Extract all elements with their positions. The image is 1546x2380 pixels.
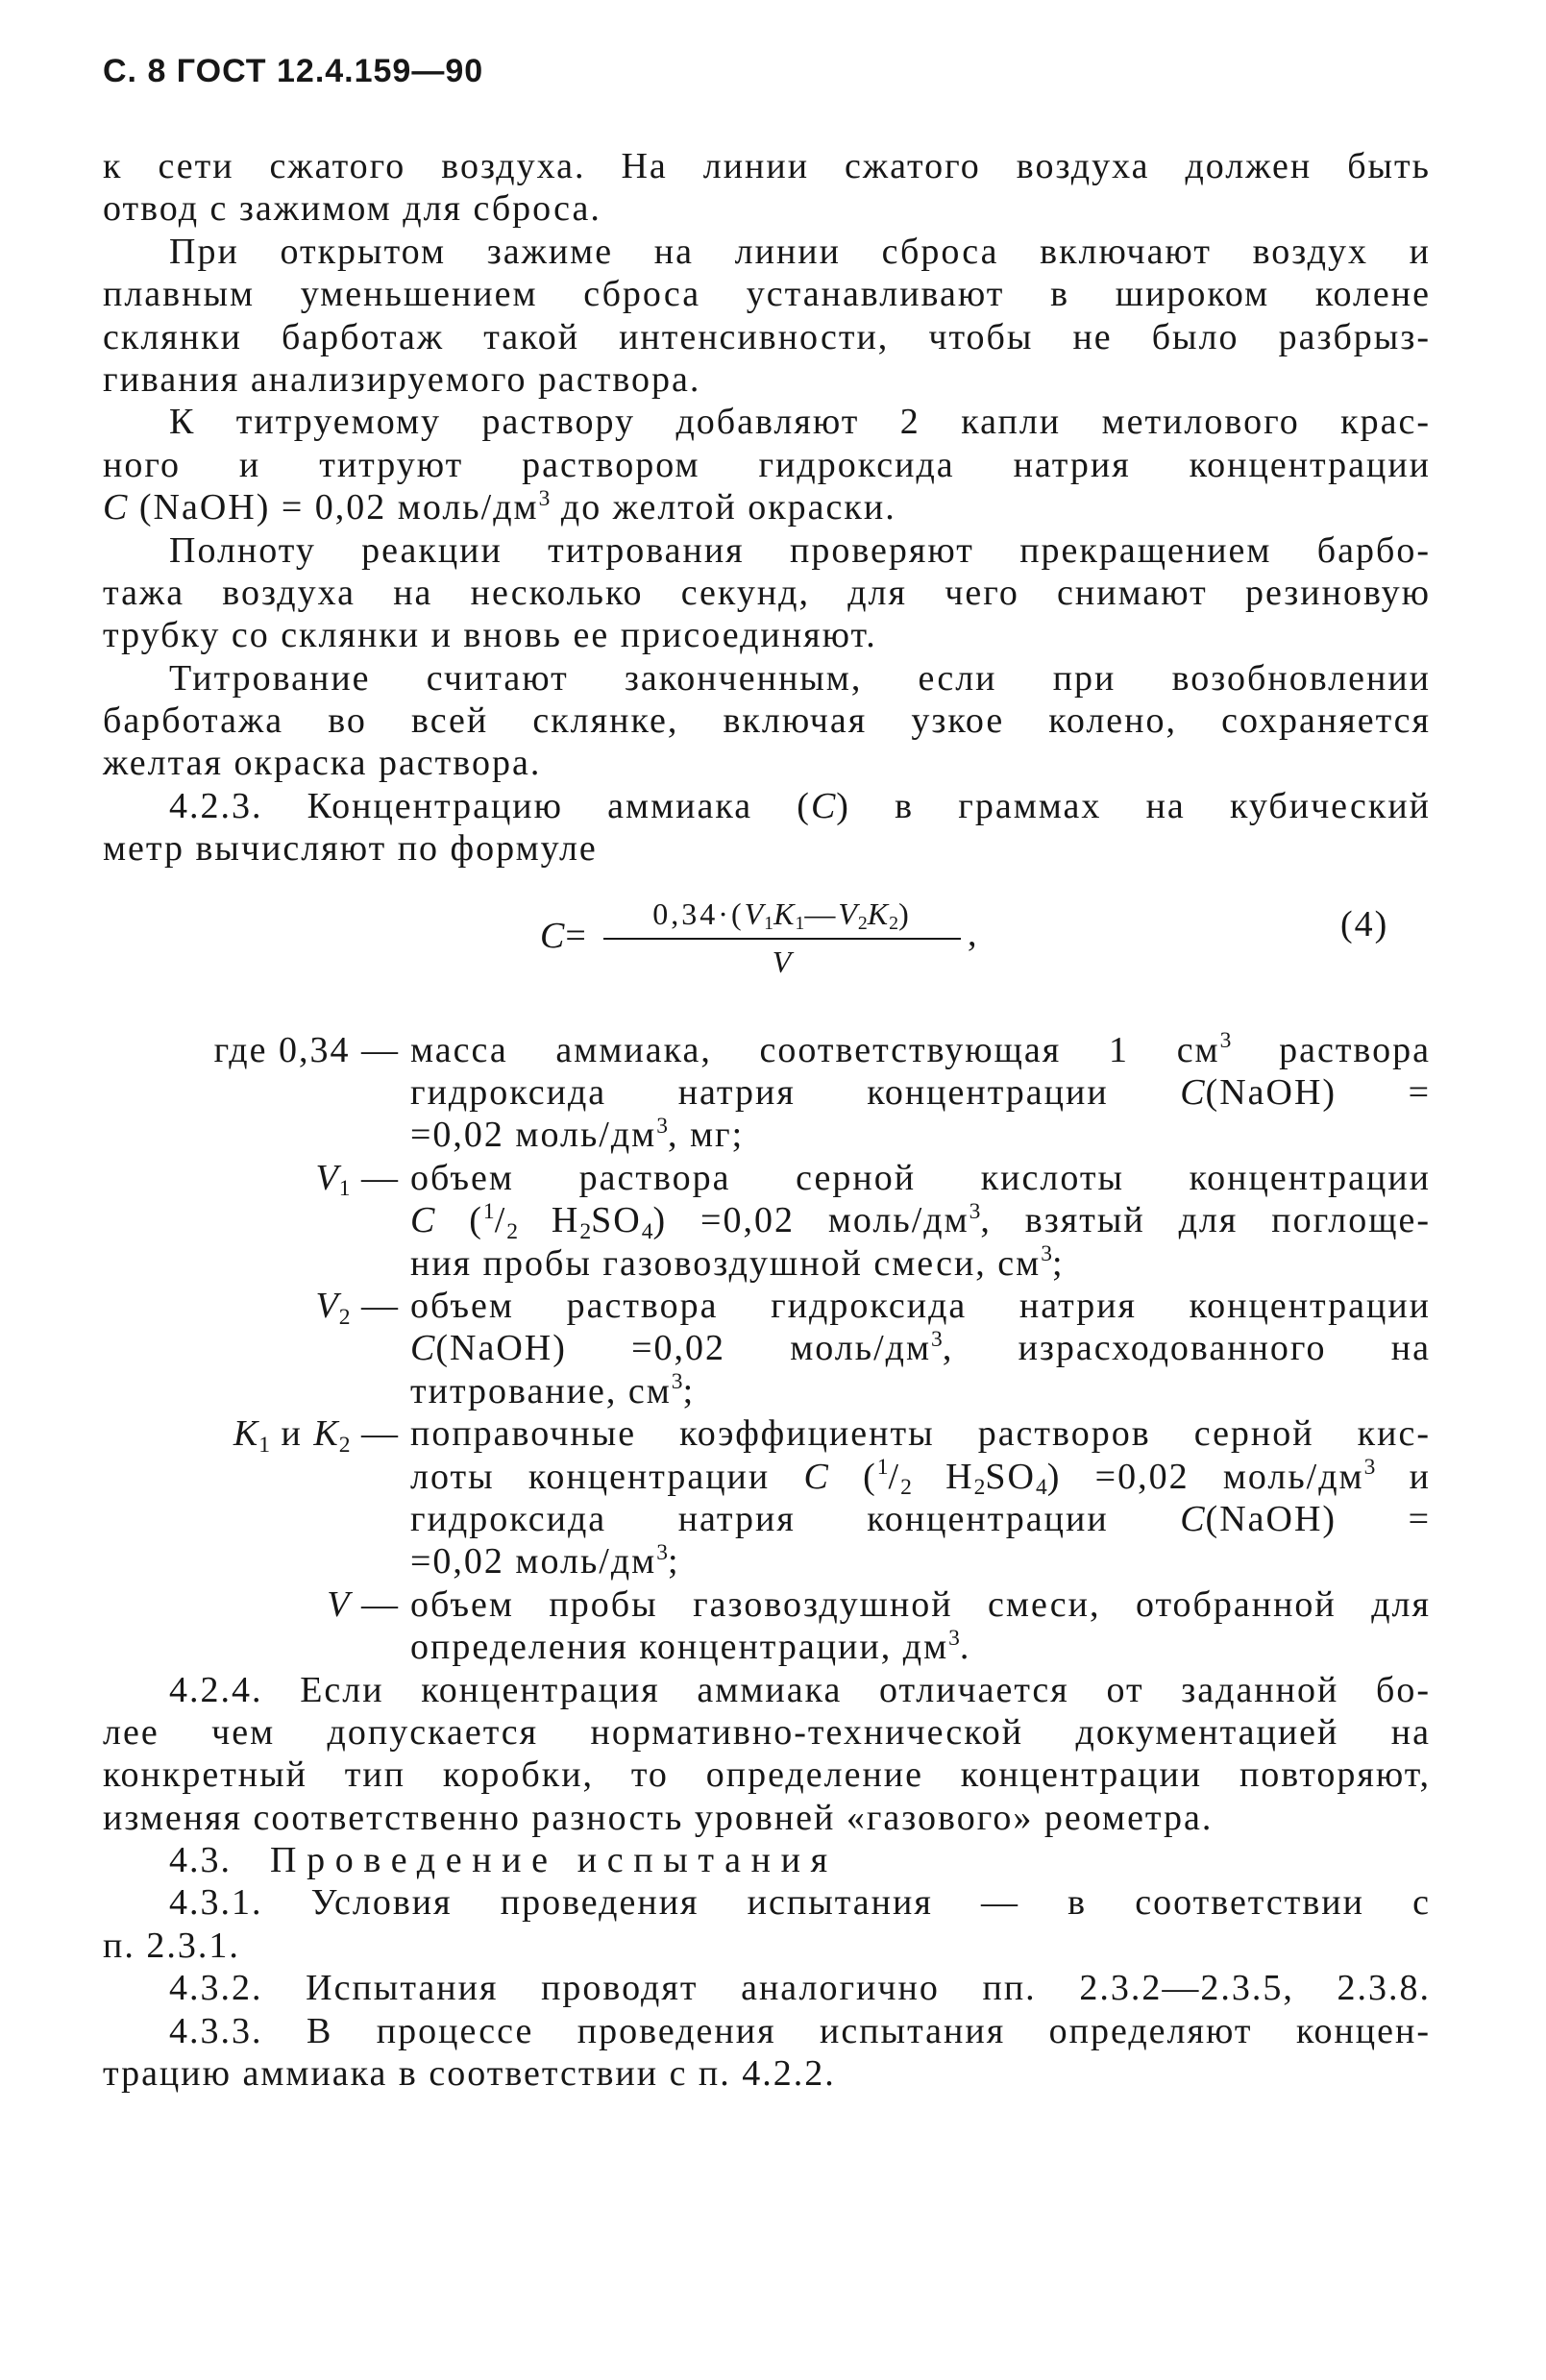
definition-term	[103, 1285, 400, 1330]
text-run: тажа воздуха на несколько секунд, для чего снимают резиновую	[103, 572, 1431, 613]
text-run: гивания анализируемого раствора.	[103, 358, 701, 400]
subscript: 1	[258, 1432, 271, 1458]
text-run: (	[435, 1200, 483, 1241]
text-run: трацию аммиака в соответствии с п. 4.2.2.	[103, 2053, 836, 2095]
formula-comma: ,	[968, 913, 979, 954]
text-run: лоты концентрации	[410, 1456, 804, 1497]
superscript: 3	[671, 1369, 683, 1395]
text-line	[103, 1669, 1431, 1711]
text-run: объем раствора серной кислоты концентрации	[410, 1157, 1431, 1198]
text-line	[410, 1498, 1431, 1540]
text-line	[410, 1285, 1431, 1327]
text-run: конкретный тип коробки, то определение концентрации повторяют,	[103, 1754, 1431, 1796]
text-line	[410, 1157, 1431, 1199]
math-variable: C	[1180, 1498, 1206, 1539]
text-run: гидроксида натрия концентрации	[410, 1498, 1181, 1539]
text-line	[103, 2010, 1431, 2052]
math-variable: V	[772, 944, 793, 979]
text-run: ;	[682, 1370, 696, 1411]
superscript: 3	[538, 485, 551, 511]
text-run: п. 2.3.1.	[103, 1925, 240, 1966]
text-run: изменяя соответственно разность уровней «газового» реометра.	[103, 1797, 1214, 1838]
paragraph	[103, 401, 1431, 528]
superscript: 3	[969, 1198, 981, 1224]
math-variable: V	[315, 1157, 339, 1198]
text-run: и	[270, 1413, 314, 1455]
definition-term	[103, 1583, 400, 1626]
definition-text	[410, 1029, 1431, 1157]
text-run: ) =0,02 моль/дм	[652, 1200, 969, 1241]
text-run: ) =0,02 моль/дм	[1046, 1456, 1364, 1497]
text-run: до желтой окраски.	[550, 487, 896, 528]
superscript: 3	[656, 1113, 668, 1139]
text-run: титрование, см	[410, 1370, 672, 1411]
text-line	[103, 486, 1431, 528]
text-line	[103, 1967, 1431, 2009]
paragraph	[103, 529, 1431, 657]
text-run: , израсходованного на	[942, 1328, 1431, 1369]
paragraph	[103, 145, 1431, 231]
text-run: трубку со склянки и вновь ее присоединяют.	[103, 615, 877, 656]
text-run: барботажа во всей склянке, включая узкое колено, сохраняется	[103, 700, 1431, 742]
definition-item	[103, 1412, 1431, 1583]
text-line	[103, 2052, 1431, 2095]
text-line	[103, 401, 1431, 443]
superscript: 3	[1363, 1454, 1376, 1480]
math-variable: V	[838, 896, 858, 931]
text-run: (NaOH) = 0,02 моль/дм	[128, 487, 539, 528]
text-run: гидроксида натрия концентрации	[410, 1072, 1181, 1114]
text-line	[410, 1114, 1431, 1156]
subscript: 2	[579, 1218, 592, 1244]
text-run: (NaOH) =	[1205, 1498, 1431, 1539]
text-run: SO	[985, 1456, 1036, 1497]
text-run: /	[888, 1456, 901, 1497]
math-variable: C	[540, 915, 566, 956]
superscript: 1	[482, 1198, 495, 1224]
text-run: желтая окраска раствора.	[103, 743, 542, 784]
subscript: 2	[338, 1432, 351, 1458]
superscript: 3	[948, 1625, 960, 1651]
text-line	[103, 145, 1431, 187]
text-run: 4.3.3. В процессе проведения испытания определяют концен-	[169, 2010, 1431, 2051]
text-run: ния пробы газовоздушной смеси, см	[410, 1242, 1042, 1284]
text-run: ;	[1052, 1242, 1065, 1284]
subscript: 4	[641, 1218, 653, 1244]
definition-item	[103, 1583, 1431, 1669]
text-run: H	[518, 1200, 580, 1241]
formula-4	[103, 871, 1431, 1029]
text-line	[103, 1754, 1431, 1796]
definition-term	[103, 1029, 400, 1071]
paragraph-4-2-4	[103, 1669, 1431, 1840]
definition-item	[103, 1285, 1431, 1412]
subscript: 2	[338, 1304, 351, 1330]
text-run: 4.3.1. Условия проведения испытания — в соответствии с	[169, 1882, 1431, 1924]
text-run: ) в граммах на кубический	[836, 785, 1431, 826]
text-line	[410, 1454, 1431, 1501]
text-line	[410, 1626, 1431, 1668]
text-run: к сети сжатого воздуха. На линии сжатого воздуха должен быть	[103, 146, 1431, 186]
paragraph	[103, 231, 1431, 402]
text-run: —	[804, 896, 839, 931]
text-line	[103, 614, 1431, 656]
math-variable: K	[867, 896, 890, 931]
formula-denominator	[603, 943, 961, 981]
paragraph-4-2-3	[103, 785, 1431, 871]
paragraph-4-3-2	[103, 1967, 1431, 2009]
text-run: лее чем допускается нормативно-технической документацией на	[103, 1711, 1431, 1753]
text-run: где 0,34 —	[213, 1029, 400, 1070]
text-run: .	[959, 1627, 971, 1668]
math-variable: V	[327, 1583, 351, 1625]
text-line	[103, 358, 1431, 401]
text-line	[103, 699, 1431, 742]
math-variable: C	[1180, 1072, 1206, 1114]
math-variable: V	[315, 1285, 339, 1326]
definition-item	[103, 1029, 1431, 1157]
text-line	[103, 785, 1431, 827]
text-run: =0,02 моль/дм	[410, 1541, 657, 1583]
text-line	[410, 1029, 1431, 1071]
superscript: 3	[1041, 1241, 1052, 1266]
text-run: плавным уменьшением сброса устанавливают в широком колене	[103, 274, 1431, 315]
text-run: метр вычисляют по формуле	[103, 828, 598, 870]
text-run: SO	[591, 1200, 642, 1241]
formula-numerator	[603, 895, 961, 933]
definition-text	[410, 1157, 1431, 1285]
math-variable: C	[810, 785, 837, 826]
text-line	[103, 273, 1431, 315]
text-run: масса аммиака, соответствующая 1 см	[410, 1029, 1220, 1070]
subscript: 1	[795, 913, 805, 935]
text-run: 4.2.4. Если концентрация аммиака отличается от заданной бо-	[169, 1669, 1431, 1710]
text-run: =	[565, 915, 592, 956]
superscript: 3	[656, 1539, 668, 1565]
subscript: 4	[1035, 1475, 1047, 1501]
section-title: Проведение испытания	[270, 1840, 838, 1881]
text-run: и	[1375, 1456, 1431, 1497]
text-run: При открытом зажиме на линии сброса включают воздух и	[169, 231, 1431, 272]
definition-text	[410, 1583, 1431, 1669]
text-line	[410, 1198, 1431, 1244]
text-run: (NaOH) =	[1205, 1072, 1431, 1114]
text-line	[103, 1925, 1431, 1967]
text-run: объем пробы газовоздушной смеси, отобранной для	[410, 1583, 1431, 1625]
text-run: (	[828, 1456, 877, 1497]
page-body	[103, 145, 1431, 2095]
math-variable: K	[313, 1413, 339, 1455]
formula-number: (4)	[1340, 903, 1389, 945]
text-line	[103, 529, 1431, 572]
text-run: , мг;	[668, 1115, 745, 1156]
text-line	[410, 1370, 1431, 1412]
text-line	[410, 1540, 1431, 1583]
text-line	[103, 657, 1431, 699]
text-run: ного и титруют раствором гидроксида натрия концентрации	[103, 444, 1431, 485]
text-run: поправочные коэффициенты растворов серной кис-	[410, 1413, 1431, 1455]
subscript: 2	[506, 1218, 519, 1244]
text-run: Полноту реакции титрования проверяют прекращением барбо-	[169, 529, 1431, 571]
math-variable: V	[744, 896, 765, 931]
text-run: —	[350, 1157, 400, 1198]
text-run: К титруемому раствору добавляют 2 капли метилового крас-	[169, 402, 1431, 443]
text-line	[410, 1327, 1431, 1369]
definition-term	[103, 1157, 400, 1202]
text-run: объем раствора гидроксида натрия концентрации	[410, 1285, 1431, 1326]
text-line	[410, 1412, 1431, 1455]
subscript: 1	[338, 1176, 351, 1202]
definition-text	[410, 1412, 1431, 1583]
text-run: 4.3.2. Испытания проводят аналогично пп. 2.3.2—2.3.5, 2.3.8.	[169, 1968, 1431, 2009]
math-variable: K	[233, 1413, 259, 1455]
section-number: 4.3.	[169, 1840, 232, 1881]
text-line	[410, 1071, 1431, 1114]
text-run: /	[494, 1200, 507, 1241]
superscript: 3	[931, 1326, 943, 1352]
text-line	[103, 572, 1431, 614]
text-run: склянки барботаж такой интенсивности, чтобы не было разбрыз-	[103, 316, 1431, 357]
text-line	[103, 316, 1431, 358]
paragraph-4-3-3	[103, 2010, 1431, 2096]
text-run: определения концентрации, дм	[410, 1627, 949, 1668]
text-line	[103, 231, 1431, 273]
math-variable: C	[803, 1456, 829, 1497]
formula-lhs	[540, 915, 592, 957]
definitions-list	[103, 1029, 1431, 1669]
subscript: 2	[973, 1475, 986, 1501]
text-run: 0,34·(	[652, 896, 745, 931]
superscript: 3	[1219, 1028, 1232, 1054]
subscript: 1	[764, 913, 774, 935]
text-line	[410, 1583, 1431, 1626]
math-variable: K	[773, 896, 796, 931]
definition-text	[410, 1285, 1431, 1412]
definition-term	[103, 1412, 400, 1458]
text-run: (NaOH) =0,02 моль/дм	[435, 1328, 932, 1369]
text-run: =0,02 моль/дм	[410, 1115, 657, 1156]
text-run: —	[350, 1413, 400, 1455]
text-line	[103, 1711, 1431, 1754]
subscript: 2	[900, 1475, 912, 1501]
text-line	[103, 742, 1431, 784]
section-heading-4-3	[103, 1839, 1431, 1881]
page-header: С. 8 ГОСТ 12.4.159—90	[103, 53, 484, 89]
math-variable: C	[410, 1328, 436, 1369]
text-run: 4.2.3. Концентрацию аммиака (	[169, 785, 811, 826]
fraction-bar	[603, 938, 961, 940]
text-run: —	[350, 1583, 400, 1625]
text-run: —	[350, 1285, 400, 1326]
text-run: ;	[668, 1541, 680, 1583]
superscript: 1	[876, 1454, 889, 1480]
math-variable: C	[103, 487, 129, 528]
text-run: , взятый для поглоще-	[980, 1200, 1431, 1241]
text-run: отвод с зажимом для сброса.	[103, 188, 601, 230]
text-run: раствора	[1231, 1029, 1431, 1070]
paragraph	[103, 657, 1431, 785]
subscript: 2	[857, 913, 868, 935]
math-variable: C	[410, 1200, 436, 1241]
text-run: H	[911, 1456, 974, 1497]
text-run: )	[898, 896, 912, 931]
definition-item	[103, 1157, 1431, 1285]
text-run: Титрование считают законченным, если при возобновлении	[169, 657, 1431, 699]
text-line	[103, 187, 1431, 230]
subscript: 2	[889, 913, 899, 935]
paragraph-4-3-1	[103, 1881, 1431, 1967]
text-line	[103, 827, 1431, 870]
text-line	[103, 1797, 1431, 1839]
text-line	[103, 444, 1431, 486]
text-line	[103, 1881, 1431, 1924]
text-line	[410, 1242, 1431, 1285]
